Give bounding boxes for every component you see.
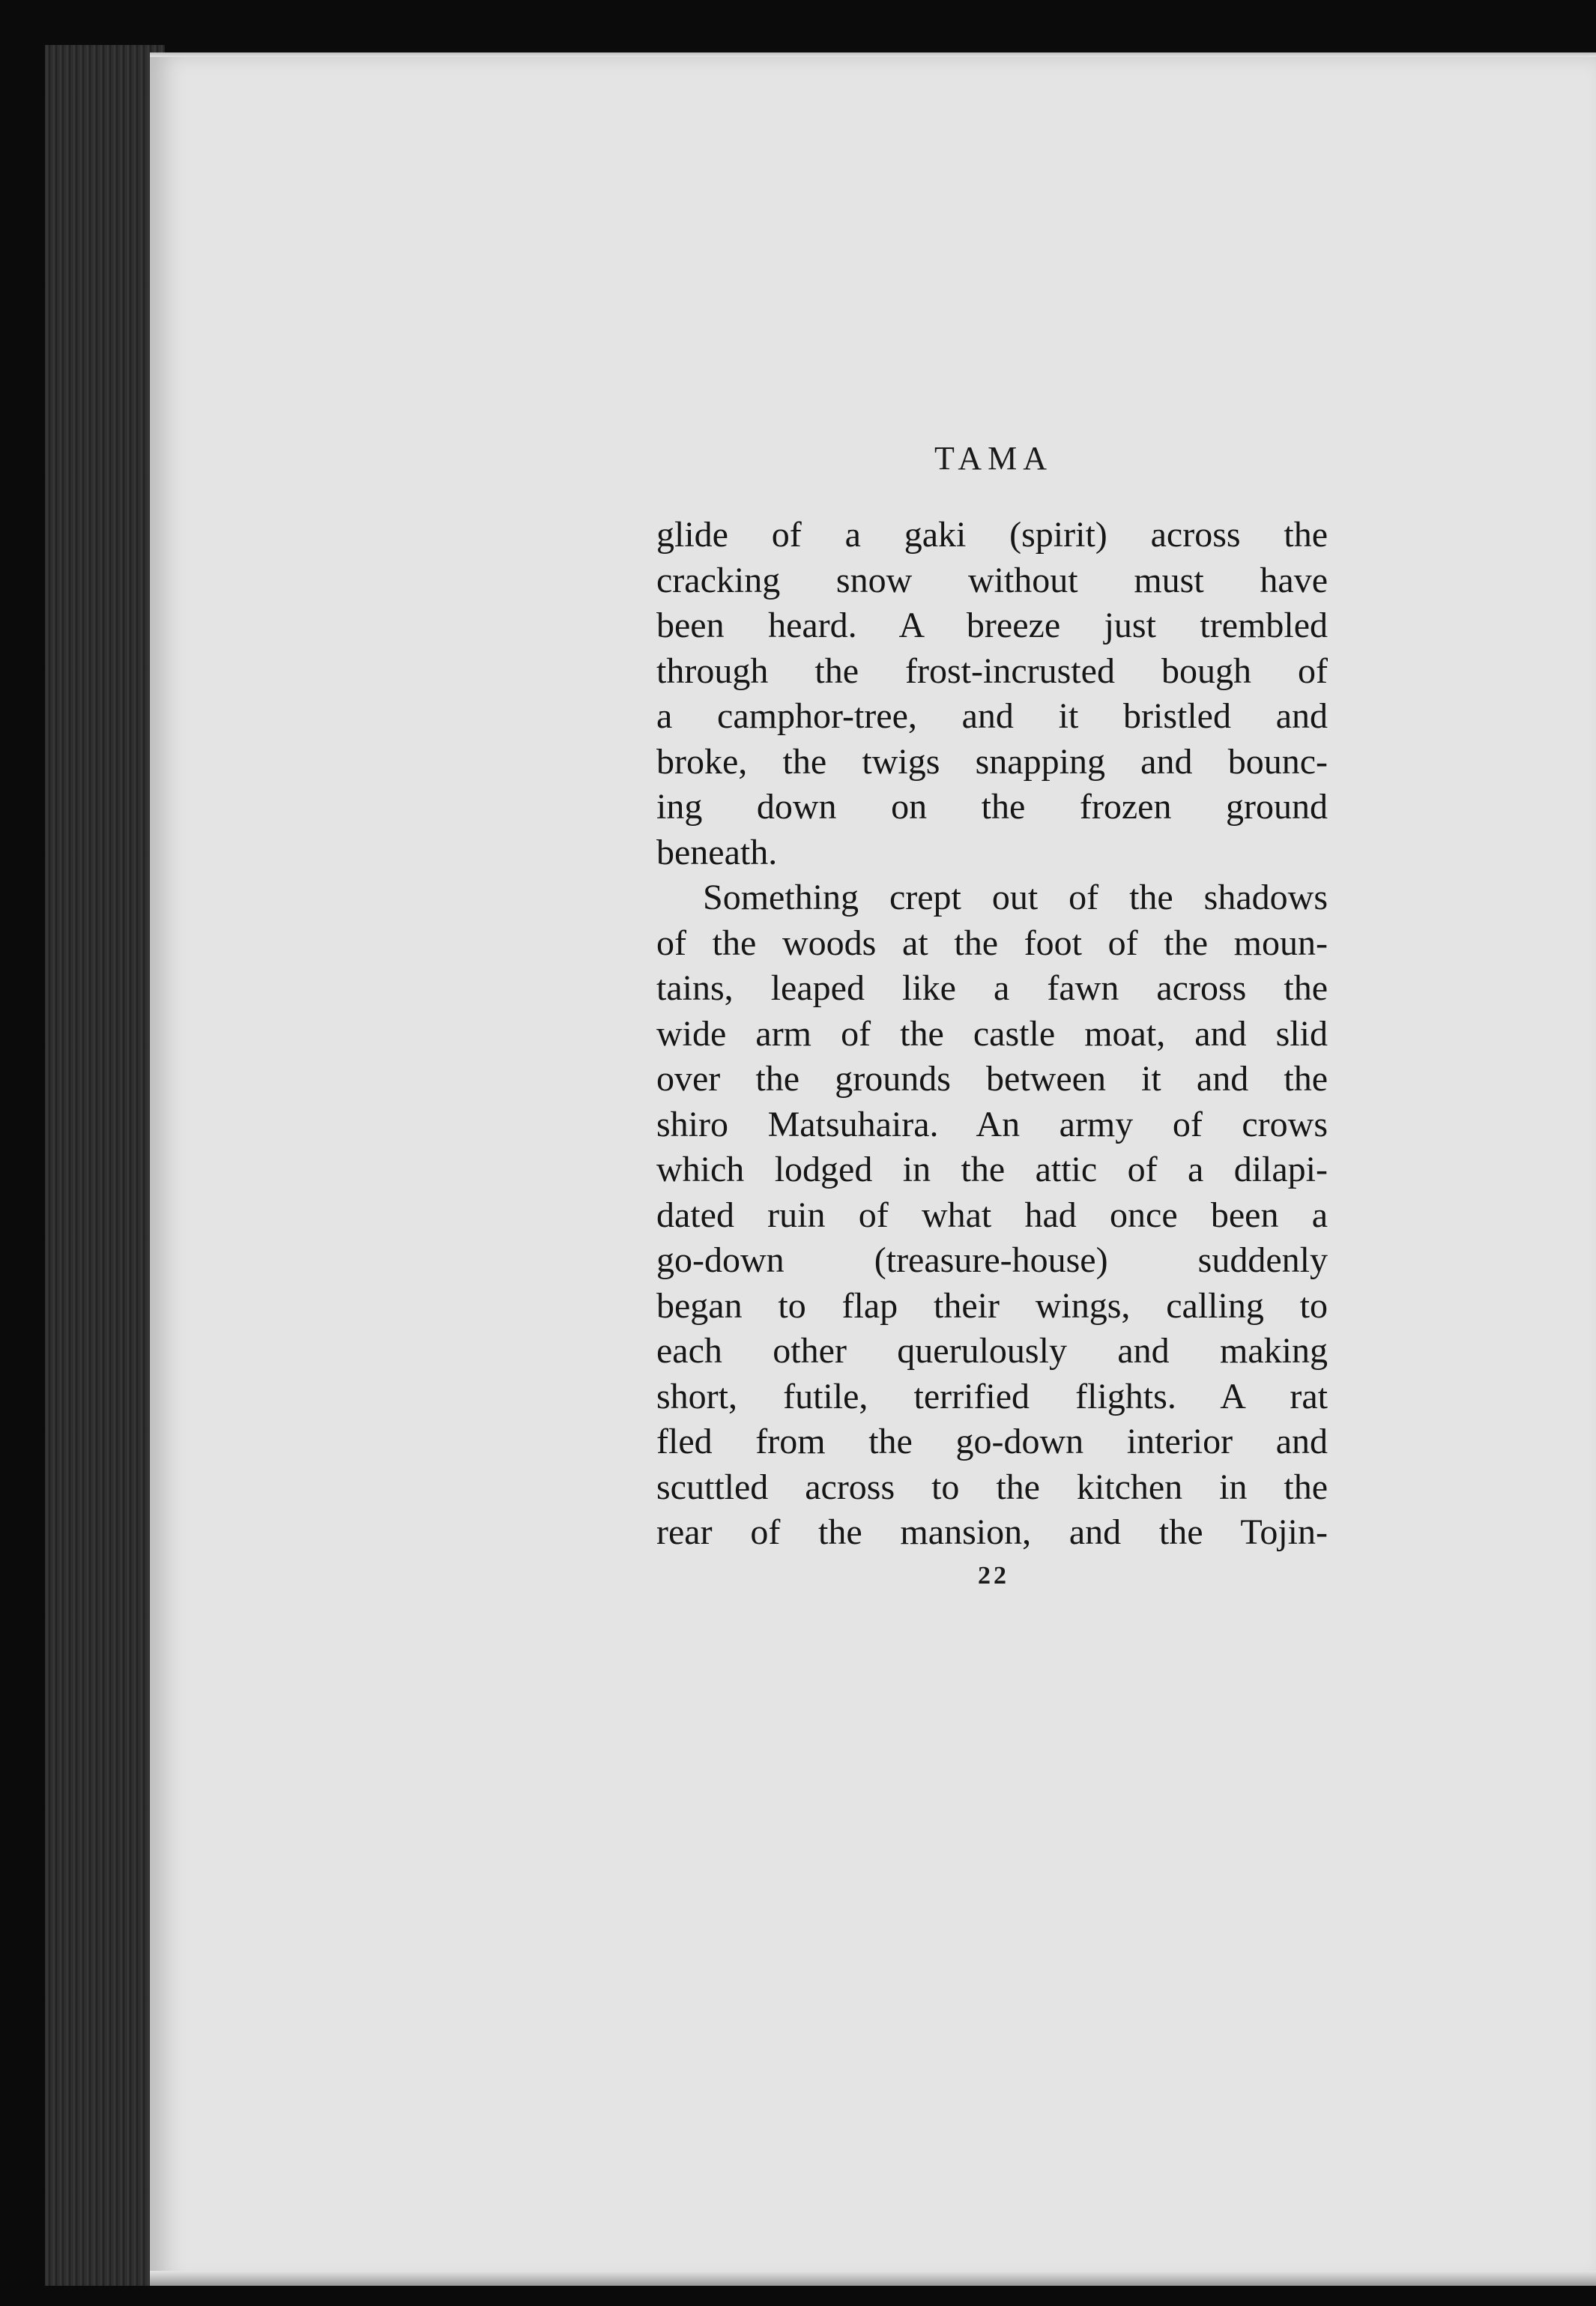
text-line: rear of the mansion, and the Tojin-	[656, 1512, 1328, 1552]
text-line: a camphor-tree, and it bristled and	[656, 696, 1328, 736]
text-line: through the frost-incrusted bough of	[656, 651, 1328, 691]
page-top-edge	[150, 52, 1596, 57]
text-line: wide arm of the castle moat, and slid	[656, 1013, 1328, 1054]
text-line: which lodged in the attic of a dilapi-	[656, 1150, 1328, 1189]
text-line: Something crept out of the shadows	[703, 878, 1328, 917]
text-line: each other querulously and making	[656, 1331, 1328, 1371]
text-line: ing down on the frozen ground	[656, 787, 1328, 827]
text-line: began to flap their wings, calling to	[656, 1285, 1328, 1326]
text-line: beneath.	[656, 832, 778, 872]
running-head: TAMA	[934, 440, 1054, 477]
body-text	[656, 513, 1328, 1556]
page-number: 22	[978, 1562, 1009, 1590]
text-line: short, futile, terrified flights. A rat	[656, 1376, 1328, 1416]
text-line: been heard. A breeze just trembled	[656, 606, 1328, 645]
text-line: dated ruin of what had once been a	[656, 1195, 1328, 1235]
text-line: glide of a gaki (spirit) across the	[656, 515, 1328, 555]
text-line: cracking snow without must have	[656, 560, 1328, 600]
text-line: broke, the twigs snapping and bounc-	[656, 741, 1328, 782]
text-line: go-down (treasure-house) suddenly	[656, 1240, 1328, 1280]
text-line: scuttled across to the kitchen in the	[656, 1467, 1328, 1507]
text-line: shiro Matsuhaira. An army of crows	[656, 1104, 1328, 1144]
text-line: fled from the go-down interior and	[656, 1422, 1328, 1461]
text-line: tains, leaped like a fawn across the	[656, 968, 1328, 1008]
page-bottom-edge	[150, 2271, 1596, 2286]
book-spine	[45, 45, 165, 2286]
text-line: over the grounds between it and the	[656, 1059, 1328, 1099]
text-line: of the woods at the foot of the moun-	[656, 923, 1328, 963]
